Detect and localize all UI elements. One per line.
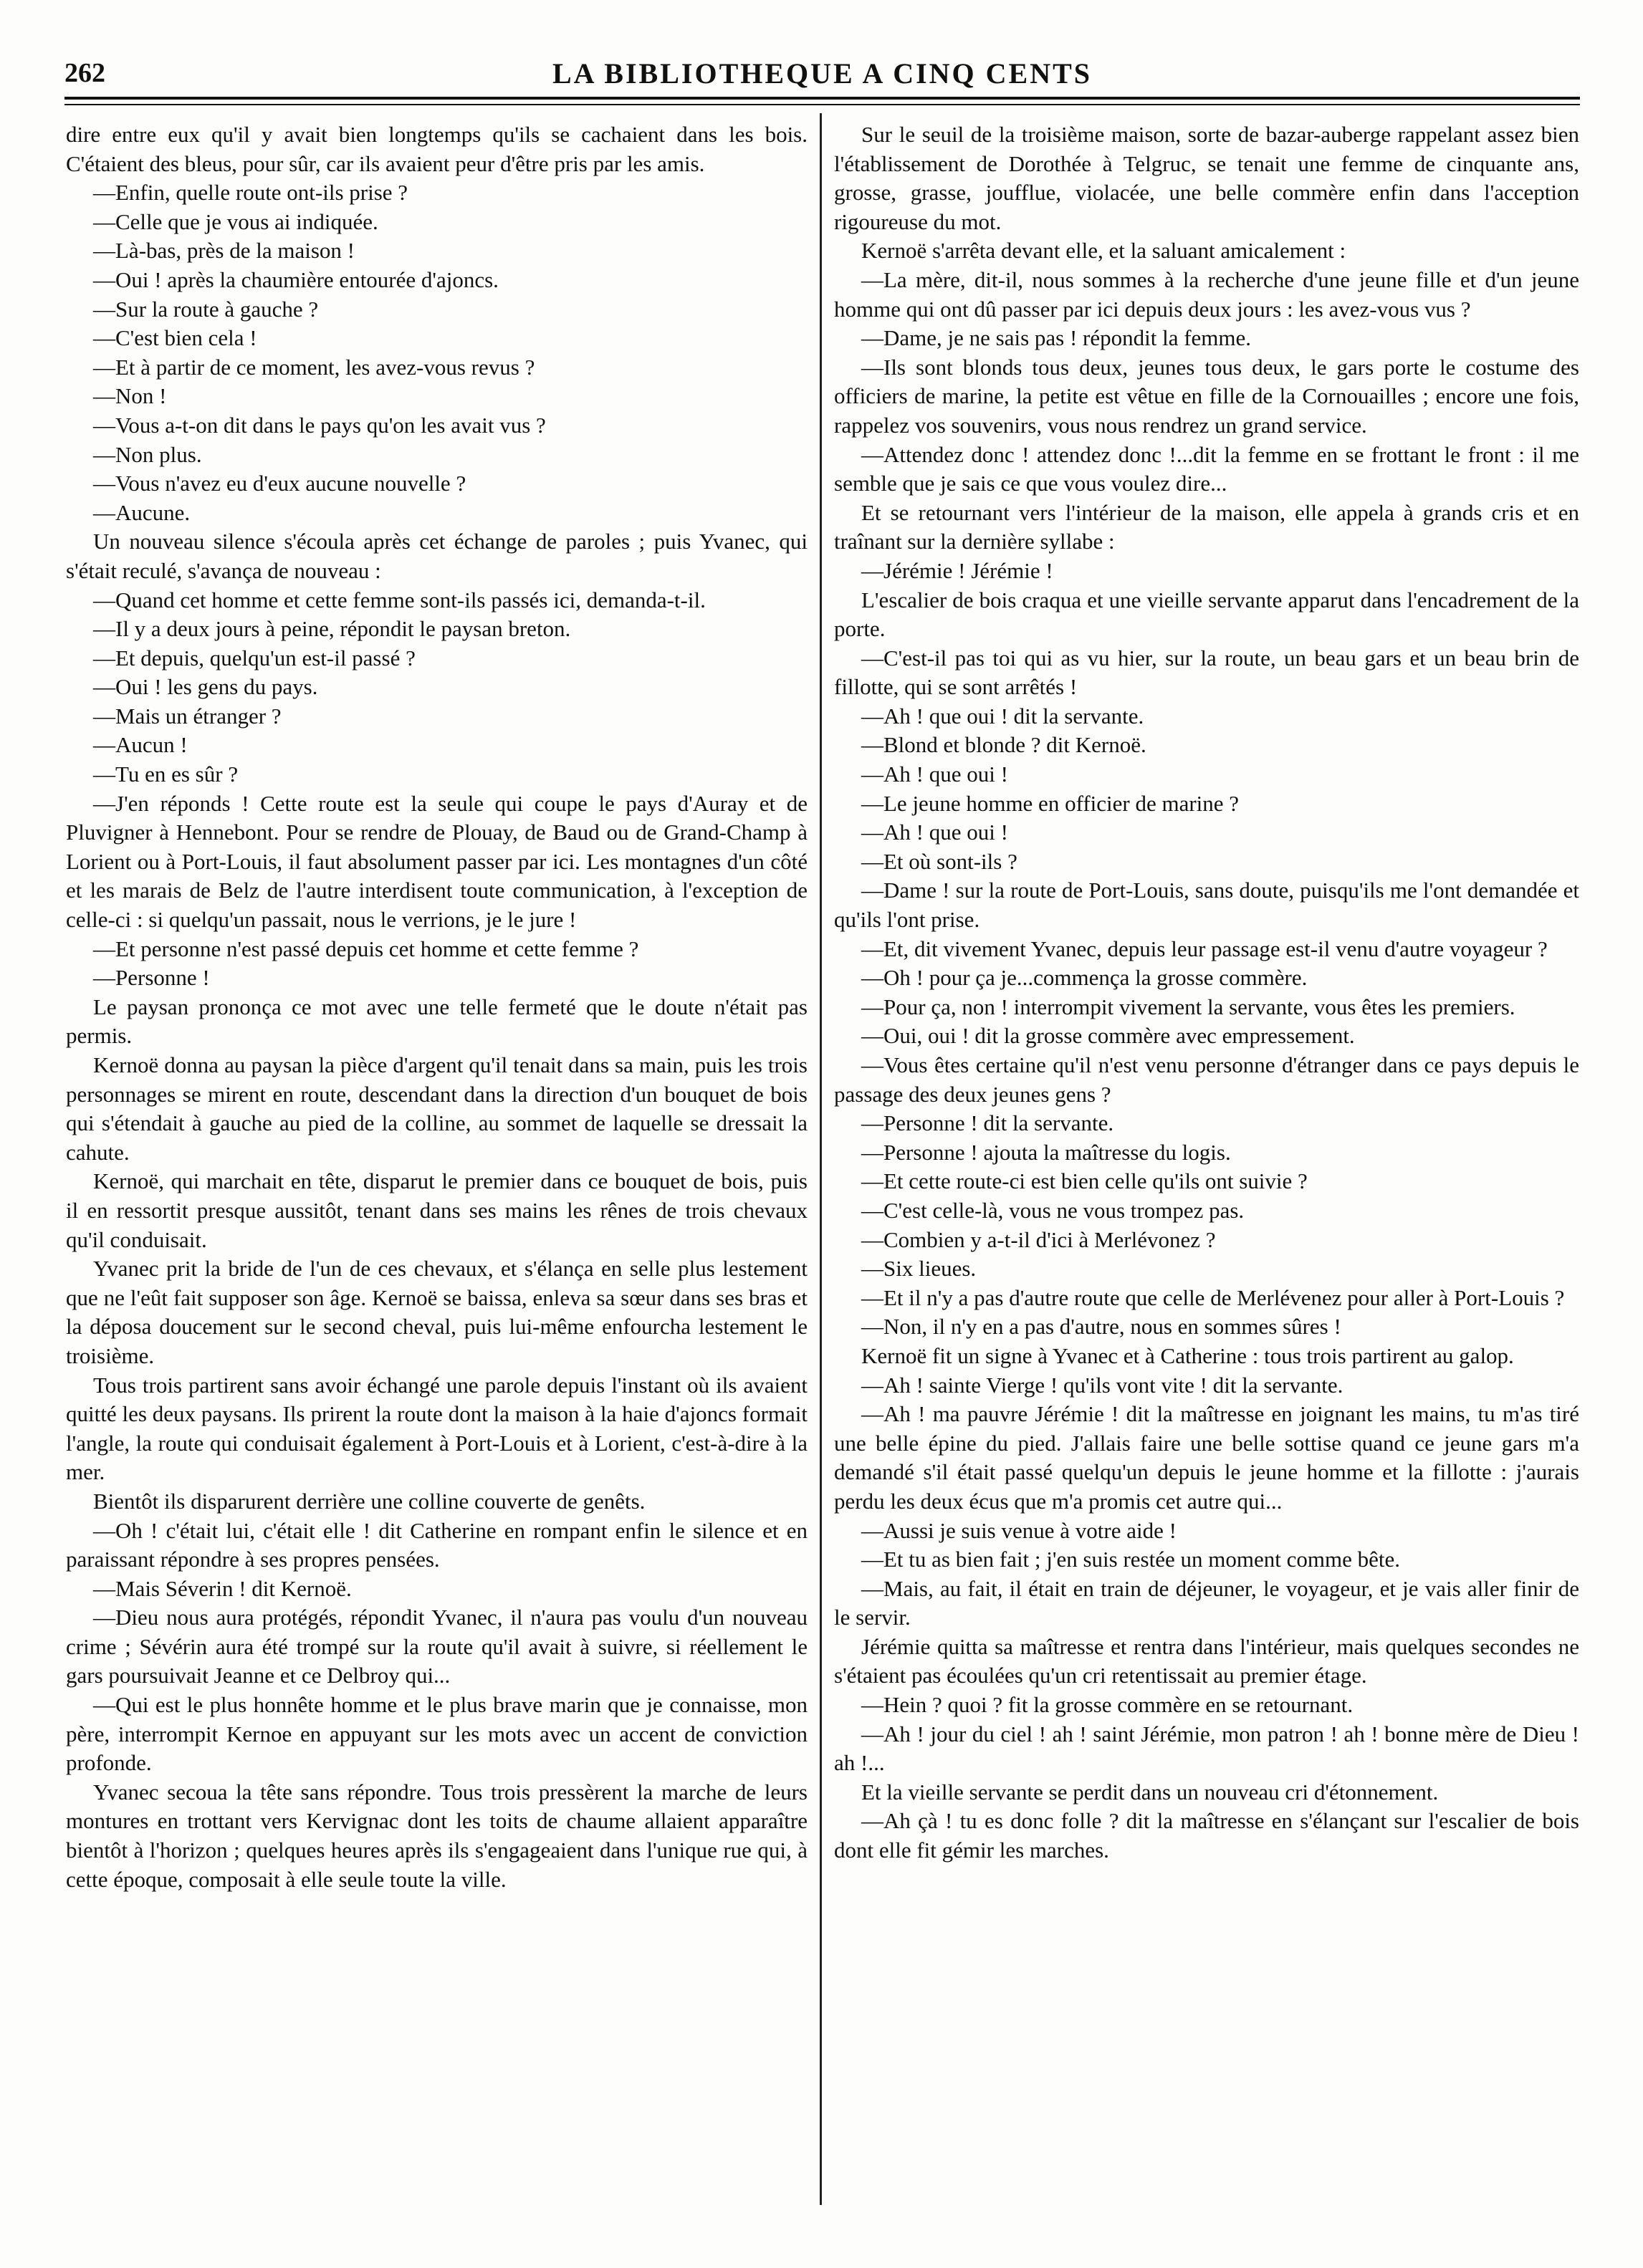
paragraph: —Pour ça, non ! interrompit vivement la servante, vous êtes les premiers. <box>861 994 1515 1019</box>
header-rule-thick <box>64 97 1580 100</box>
left-column <box>66 120 808 1894</box>
paragraph: —C'est-il pas toi qui as vu hier, sur la route, un beau gars et un beau brin de fillotte, qui se sont arrêtés ! <box>834 645 1579 700</box>
paragraph: Bientôt ils disparurent derrière une colline couverte de genêts. <box>93 1488 646 1514</box>
paragraph: —Qui est le plus honnête homme et le plus brave marin que je connaisse, mon père, interrompit Kernoe en appuyant sur les mots avec un accent de conviction profonde. <box>66 1692 808 1776</box>
paragraph: Un nouveau silence s'écoula après cet échange de paroles ; puis Yvanec, qui s'était reculé, s'avança de nouveau : <box>66 529 808 583</box>
paragraph: —Tu en es sûr ? <box>93 761 239 787</box>
paragraph: Kernoë fit un signe à Yvanec et à Catherine : tous trois partirent au galop. <box>861 1342 1514 1368</box>
paragraph: —C'est bien cela ! <box>93 325 257 351</box>
paragraph: —Vous a-t-on dit dans le pays qu'on les avait vus ? <box>93 412 546 438</box>
paragraph: —Enfin, quelle route ont-ils prise ? <box>93 180 408 206</box>
paragraph: —Il y a deux jours à peine, répondit le paysan breton. <box>93 616 571 642</box>
paragraph: —Ah ! ma pauvre Jérémie ! dit la maîtresse en joignant les mains, tu m'as tiré une belle épine du pied. J'allais faire une belle sottise quand ce jeune gars m'a demandé s'il était passé quelqu'un depuis le jeune homme et la fillotte : j'aurais perdu les deux écus que m'a promis cet autre qui... <box>834 1401 1579 1514</box>
paragraph: Kernoë s'arrêta devant elle, et la saluant amicalement : <box>861 238 1346 264</box>
paragraph: —Dieu nous aura protégés, répondit Yvanec, il n'aura pas voulu d'un nouveau crime ; Sévérin aura été trompé sur la route qu'il avait à suivre, si réellement le gars poursuivait Jeanne et ce Delbroy qui... <box>66 1605 808 1688</box>
paragraph: —Dame ! sur la route de Port-Louis, sans doute, puisqu'ils me l'ont demandée et qu'ils l'ont prise. <box>834 878 1579 933</box>
paragraph: —Et il n'y a pas d'autre route que celle de Merlévenez pour aller à Port-Louis ? <box>861 1284 1565 1310</box>
paragraph: —Non, il n'y en a pas d'autre, nous en sommes sûres ! <box>861 1314 1341 1340</box>
paragraph: Tous trois partirent sans avoir échangé une parole depuis l'instant où ils avaient quitté les deux paysans. Ils prirent la route dont la maison à la haie d'ajoncs formait l'angle, la route qui conduisait également à Port-Louis et à Lorient, c'est-à-dire à la mer. <box>66 1372 808 1485</box>
paragraph: —Dame, je ne sais pas ! répondit la femme. <box>861 325 1252 351</box>
paragraph: —Non ! <box>93 383 167 409</box>
paragraph: —Vous êtes certaine qu'il n'est venu personne d'étranger dans ce pays depuis le passage des deux jeunes gens ? <box>834 1052 1579 1107</box>
paragraph: —Jérémie ! Jérémie ! <box>861 557 1053 583</box>
paragraph: —Mais Séverin ! dit Kernoë. <box>93 1575 352 1601</box>
paragraph: —Et depuis, quelqu'un est-il passé ? <box>93 645 416 671</box>
paragraph: —Là-bas, près de la maison ! <box>93 238 355 264</box>
paragraph: —Ah ! sainte Vierge ! qu'ils vont vite ! dit la servante. <box>861 1372 1343 1398</box>
paragraph: —Oh ! pour ça je...commença la grosse commère. <box>861 965 1308 991</box>
paragraph: —Hein ? quoi ? fit la grosse commère en se retournant. <box>861 1692 1354 1718</box>
paragraph: Jérémie quitta sa maîtresse et rentra dans l'intérieur, mais quelques secondes ne s'étaient pas écoulées qu'un cri retentissait au premier étage. <box>834 1633 1579 1688</box>
paragraph: Yvanec prit la bride de l'un de ces chevaux, et s'élança en selle plus lestement que ne l'eût fait supposer son âge. Kernoë se baissa, enleva sa sœur dans ses bras et la déposa doucement sur le second cheval, puis lui-même enfourcha lestement le troisième. <box>66 1256 808 1368</box>
running-title: LA BIBLIOTHEQUE A CINQ CENTS <box>552 57 1093 90</box>
paragraph: Kernoë, qui marchait en tête, disparut le premier dans ce bouquet de bois, puis il en ressortit presque aussitôt, tenant dans ses mains les rênes de trois chevaux qu'il conduisait. <box>66 1168 808 1252</box>
right-column <box>834 120 1579 1865</box>
paragraph: —Et à partir de ce moment, les avez-vous revus ? <box>93 354 535 380</box>
paragraph: —Ah ! que oui ! dit la servante. <box>861 703 1144 729</box>
paragraph: —Aussi je suis venue à votre aide ! <box>861 1517 1177 1543</box>
paragraph: —Et personne n'est passé depuis cet homme et cette femme ? <box>93 936 639 961</box>
paragraph: —Ah ! que oui ! <box>861 761 1008 787</box>
paragraph: —Et tu as bien fait ; j'en suis restée un moment comme bête. <box>861 1547 1400 1572</box>
paragraph: —Personne ! <box>93 965 210 991</box>
column-divider <box>820 113 822 2205</box>
paragraph: —Mais un étranger ? <box>93 703 282 729</box>
paragraph: —Aucun ! <box>93 732 188 758</box>
paragraph: —Oh ! c'était lui, c'était elle ! dit Catherine en rompant enfin le silence et en paraissant répondre à ses propres pensées. <box>66 1517 808 1572</box>
header-rule-thin <box>64 104 1580 105</box>
paragraph: —Oui, oui ! dit la grosse commère avec empressement. <box>861 1023 1355 1049</box>
paragraph: —Celle que je vous ai indiquée. <box>93 208 378 234</box>
paragraph: —Non plus. <box>93 441 202 467</box>
paragraph: —Six lieues. <box>861 1256 977 1282</box>
paragraph: —Le jeune homme en officier de marine ? <box>861 790 1240 816</box>
paragraph: —Ils sont blonds tous deux, jeunes tous deux, le gars porte le costume des officiers de marine, la petite est vêtue en fille de la Cornouailles ; encore une fois, rappelez vos souvenirs, vous nous rendrez un grand service. <box>834 354 1579 438</box>
paragraph: Kernoë donna au paysan la pièce d'argent qu'il tenait dans sa main, puis les trois personnages se mirent en route, descendant dans la direction d'un bouquet de bois qui s'étendait à gauche au pied de la colline, au sommet de laquelle se dressait la cahute. <box>66 1052 808 1165</box>
paragraph: dire entre eux qu'il y avait bien longtemps qu'ils se cachaient dans les bois. C'étaient des bleus, pour sûr, car ils avaient peur d'être pris par les amis. <box>66 122 808 176</box>
paragraph: Et la vieille servante se perdit dans un nouveau cri d'étonnement. <box>861 1779 1439 1805</box>
paragraph: —Attendez donc ! attendez donc !...dit la femme en se frottant le front : il me semble que je sais ce que vous voulez dire... <box>834 441 1579 496</box>
paragraph: —Personne ! ajouta la maîtresse du logis. <box>861 1139 1231 1165</box>
paragraph: Sur le seuil de la troisième maison, sorte de bazar-auberge rappelant assez bien l'établissement de Dorothée à Telgruc, se tenait une femme de cinquante ans, grosse, grasse, joufflue, violacée, une belle commère enfin dans l'acception rigoureuse du mot. <box>834 122 1579 234</box>
paragraph: —Vous n'avez eu d'eux aucune nouvelle ? <box>93 471 466 496</box>
page-header <box>64 52 1580 95</box>
paragraph: —Blond et blonde ? dit Kernoë. <box>861 732 1146 758</box>
paragraph: L'escalier de bois craqua et une vieille servante apparut dans l'encadrement de la porte. <box>834 587 1579 642</box>
paragraph: —Personne ! dit la servante. <box>861 1110 1114 1136</box>
paragraph: —Et où sont-ils ? <box>861 848 1017 874</box>
paragraph: —Ah çà ! tu es donc folle ? dit la maîtresse en s'élançant sur l'escalier de bois dont elle fit gémir les marches. <box>834 1808 1579 1863</box>
paragraph: —Oui ! les gens du pays. <box>93 674 318 700</box>
paragraph: —Oui ! après la chaumière entourée d'ajoncs. <box>93 266 499 292</box>
paragraph: —Quand cet homme et cette femme sont-ils passés ici, demanda-t-il. <box>93 587 706 612</box>
paragraph: —Sur la route à gauche ? <box>93 296 319 322</box>
paragraph: —Combien y a-t-il d'ici à Merlévonez ? <box>861 1226 1216 1252</box>
paragraph: Et se retournant vers l'intérieur de la maison, elle appela à grands cris et en traînant sur la dernière syllabe : <box>834 499 1579 554</box>
paragraph: —La mère, dit-il, nous sommes à la recherche d'une jeune fille et d'un jeune homme qui ont dû passer par ici depuis deux jours : les avez-vous vus ? <box>834 266 1579 322</box>
paragraph: —Ah ! que oui ! <box>861 820 1008 845</box>
paragraph: —Et, dit vivement Yvanec, depuis leur passage est-il venu d'autre voyageur ? <box>861 936 1548 961</box>
paragraph: —J'en réponds ! Cette route est la seule qui coupe le pays d'Auray et de Pluvigner à Hennebont. Pour se rendre de Plouay, de Baud ou de Grand-Champ à Lorient ou à Port-Louis, il faut absolument passer par ici. Les montagnes d'un côté et les marais de Belz de l'autre interdisent toute communication, à l'exception de celle-ci : si quelqu'un passait, nous le verrions, je le jure ! <box>66 790 808 933</box>
paragraph: —Aucune. <box>93 499 191 525</box>
paragraph: Yvanec secoua la tête sans répondre. Tous trois pressèrent la marche de leurs montures en trottant vers Kervignac dont les toits de chaume allaient apparaître bientôt à l'horizon ; quelques heures après ils s'engageaient dans l'unique rue qui, à cette époque, composait à elle seule toute la ville. <box>66 1779 808 1892</box>
paragraph: —C'est celle-là, vous ne vous trompez pas. <box>861 1197 1245 1223</box>
paragraph: —Mais, au fait, il était en train de déjeuner, le voyageur, et je vais aller finir de le servir. <box>834 1575 1579 1630</box>
paragraph: —Ah ! jour du ciel ! ah ! saint Jérémie, mon patron ! ah ! bonne mère de Dieu ! ah !... <box>834 1721 1579 1776</box>
paragraph: —Et cette route-ci est bien celle qu'ils ont suivie ? <box>861 1168 1308 1194</box>
paragraph: Le paysan prononça ce mot avec une telle fermeté que le doute n'était pas permis. <box>66 994 808 1049</box>
page-number: 262 <box>64 58 105 88</box>
